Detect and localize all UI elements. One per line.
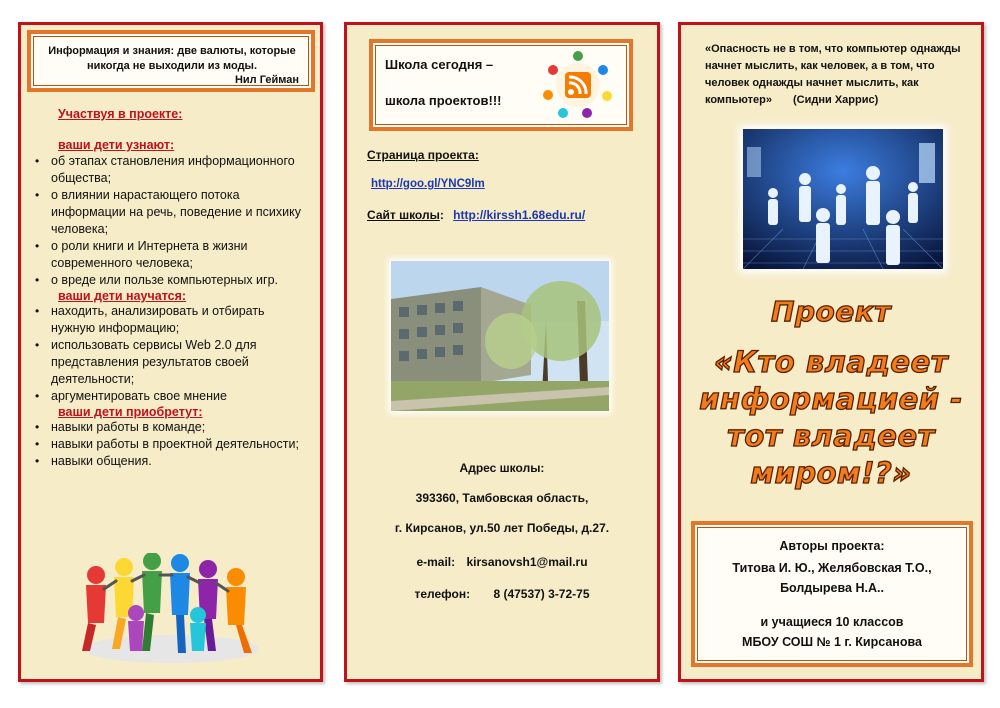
- school-site-colon: :: [439, 208, 444, 222]
- middle-panel: [344, 22, 660, 682]
- authors-box: [691, 521, 973, 667]
- list-item: • навыки общения.: [31, 453, 311, 470]
- authors-line1: Титова И. Ю., Желябовская Т.О.,: [732, 561, 932, 575]
- section-learn: [21, 138, 311, 470]
- list-item: • навыки работы в команде;: [31, 419, 311, 436]
- learn-list: [31, 153, 311, 289]
- rss-people-circle-icon: [541, 50, 615, 120]
- phone-row: [347, 587, 657, 601]
- school-site-row: [367, 208, 585, 222]
- team-people-illustration: [76, 553, 266, 668]
- list-item: • об этапах становления информационного общества;: [31, 153, 311, 187]
- right-panel: [678, 22, 984, 682]
- digital-people-image: [743, 129, 943, 269]
- quote-box: [27, 30, 315, 92]
- school-photo: [391, 261, 609, 411]
- list-item: • аргументировать свое мнение: [31, 388, 311, 405]
- banner-line1: Школа сегодня –: [385, 57, 494, 72]
- left-panel: [18, 22, 323, 682]
- list-item: • о роли книги и Интернета в жизни современного человека;: [31, 238, 311, 272]
- address-line2: г. Кирсанов, ул.50 лет Победы, д.27.: [394, 521, 610, 535]
- banner-box: [369, 39, 633, 131]
- project-page-link[interactable]: http://goo.gl/YNC9lm: [371, 178, 485, 190]
- quote-text: Информация и знания: две валюты, которые никогда не выходили из моды.: [48, 45, 296, 72]
- list-item: • находить, анализировать и отбирать нужную информацию;: [31, 303, 311, 337]
- school-site-label: Сайт школы: [367, 208, 440, 222]
- section-heading: ваши дети узнают:: [58, 138, 175, 152]
- title-line-2: информацией -: [699, 382, 963, 416]
- email-row: [347, 555, 657, 569]
- phone-value: 8 (47537) 3-72-75: [493, 587, 590, 601]
- intro-heading: Участвуя в проекте:: [58, 107, 183, 121]
- list-item: • использовать сервисы Web 2.0 для представления результатов своей деятельности;: [31, 337, 311, 388]
- school-site-link[interactable]: http://kirssh1.68edu.ru/: [453, 208, 586, 222]
- email-label: e-mail:: [416, 555, 456, 569]
- address-line1: 393360, Тамбовская область,: [415, 491, 589, 505]
- project-page-label: Страница проекта:: [367, 148, 479, 162]
- banner-line2: школа проектов!!!: [385, 93, 502, 108]
- students-line2: МБОУ СОШ № 1 г. Кирсанова: [742, 635, 922, 649]
- list-item: • о вреде или пользе компьютерных игр.: [31, 272, 311, 289]
- right-quote-text: «Опасность не в том, что компьютер однажды начнет мыслить, как человек, а в том, что человек однажды начнет мыслить, как компьютер»: [705, 43, 961, 106]
- list-item: • о влиянии нарастающего потока информации на речь, поведение и психику человека;: [31, 187, 311, 238]
- title-line-1: «Кто владеет: [713, 345, 949, 379]
- students-line1: и учащиеся 10 классов: [760, 615, 904, 629]
- right-quote-author: (Сидни Харрис): [793, 94, 879, 106]
- quote-author: Нил Гейман: [234, 74, 299, 86]
- right-quote: [705, 41, 961, 109]
- list-item: • навыки работы в проектной деятельности;: [31, 436, 311, 453]
- section-heading: ваши дети приобретут:: [58, 405, 203, 419]
- title-word: Проект: [771, 295, 891, 328]
- authors-line2: Болдырева Н.А..: [780, 581, 884, 595]
- address-label: Адрес школы:: [459, 461, 545, 475]
- authors-heading: Авторы проекта:: [779, 539, 885, 553]
- school-building-image: [391, 261, 609, 411]
- title-line-4: миром!?»: [750, 456, 912, 490]
- gains-list: [31, 419, 311, 470]
- title-line-3: тот владеет: [727, 419, 935, 453]
- skills-list: [31, 303, 311, 405]
- email-value[interactable]: kirsanovsh1@mail.ru: [466, 555, 588, 569]
- phone-label: телефон:: [414, 587, 471, 601]
- section-heading: ваши дети научатся:: [58, 289, 187, 303]
